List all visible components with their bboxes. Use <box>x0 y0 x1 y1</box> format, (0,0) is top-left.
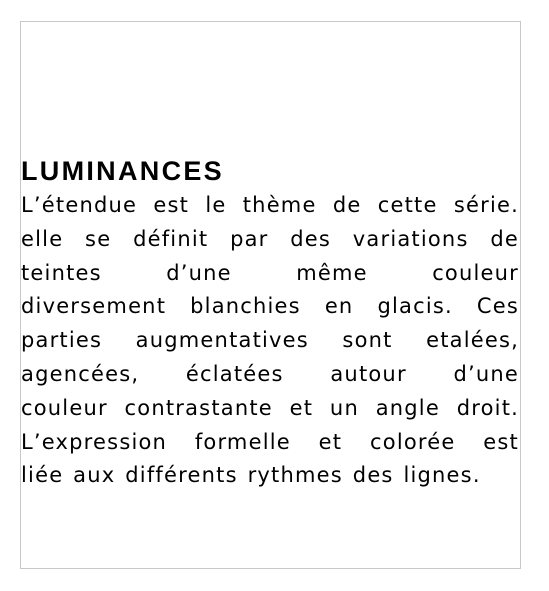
paragraph-line: couleur contrastante et un angle droit. <box>21 395 519 420</box>
body-paragraph <box>21 189 519 493</box>
paragraph-line: agencées, éclatées autour d’une <box>21 361 519 386</box>
paragraph-line: diversement blanchies en glacis. Ces <box>21 294 519 319</box>
paragraph-line: liée aux différents rythmes des lignes. <box>21 463 481 488</box>
paragraph-line: L’expression formelle et colorée est <box>21 429 519 454</box>
paragraph-line: L’étendue est le thème de cette série. <box>21 193 519 217</box>
paragraph-line: teintes d’une même couleur <box>21 260 519 285</box>
document-content <box>21 153 519 493</box>
document-title: LUMINANCES <box>21 156 224 186</box>
paragraph-line: elle se définit par des variations de <box>21 226 519 251</box>
paragraph-line: parties augmentatives sont etalées, <box>21 328 519 353</box>
